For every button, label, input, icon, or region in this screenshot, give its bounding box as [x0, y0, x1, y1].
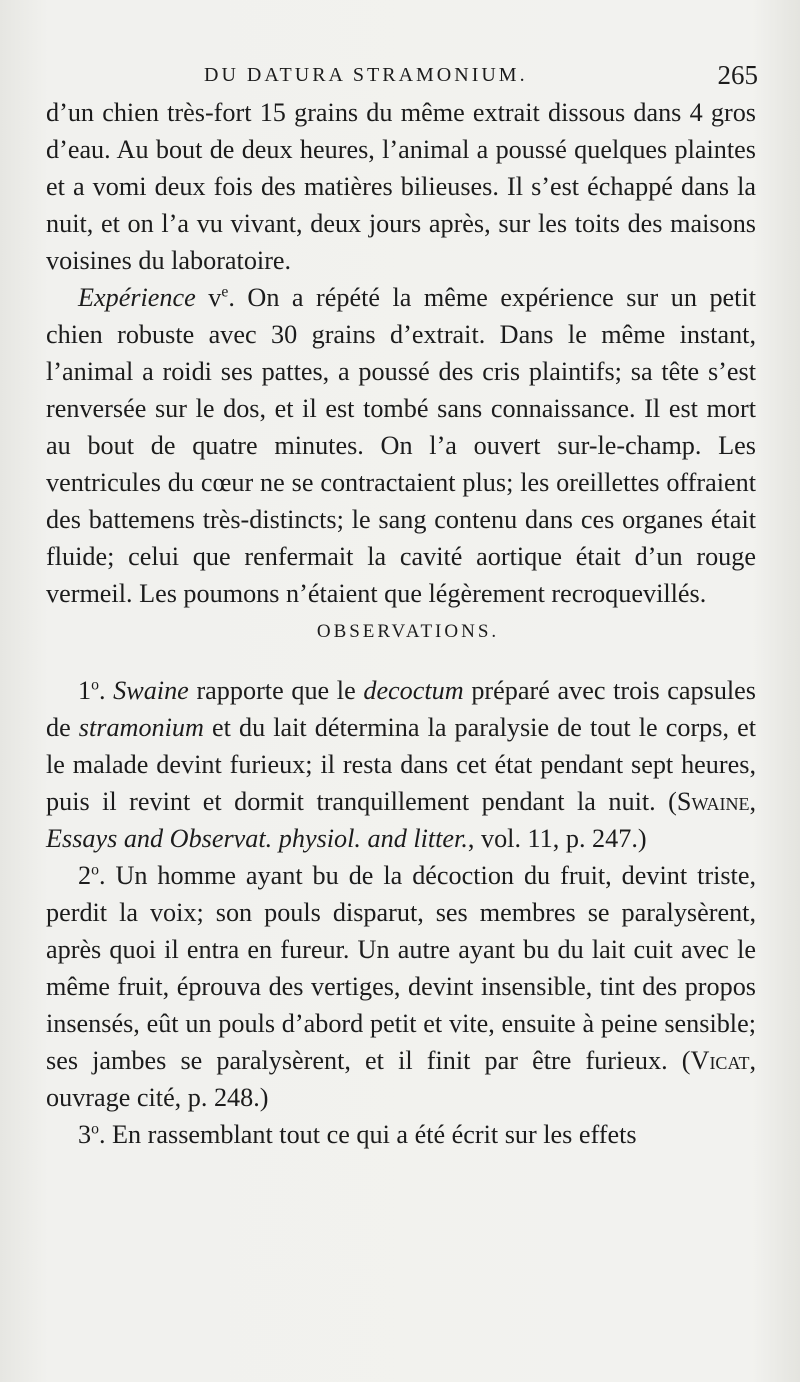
- obs1-text-1: rapporte que le: [188, 676, 364, 705]
- obs1-citation-author: Swaine: [676, 787, 750, 816]
- obs2-citation-author: Vicat: [690, 1046, 750, 1075]
- observation-2: [46, 857, 756, 1116]
- page-number: 265: [717, 60, 758, 90]
- obs1-sep: .: [98, 676, 114, 705]
- obs1-text-2: préparé avec trois capsules de: [46, 676, 756, 742]
- paragraph-experience-5: [46, 279, 756, 612]
- obs2-text-2: , ouvrage cité, p. 248.): [46, 1046, 756, 1112]
- observations-heading: OBSERVATIONS.: [316, 621, 500, 642]
- obs1-term-decoctum: decoctum: [363, 676, 464, 705]
- observation-1: [46, 672, 756, 857]
- obs3-number: 3: [78, 1120, 92, 1149]
- obs1-text-5: , vol. 11, p. 247.): [467, 824, 647, 853]
- obs1-text-4: ,: [749, 787, 756, 816]
- obs2-number: 2: [78, 861, 92, 890]
- obs3-text: . En rassemblant tout ce qui a été écrit sur les effets: [98, 1120, 637, 1149]
- experience-text: . On a répété la même expérience sur un petit chien robuste avec 30 grains d’extrait. Dans le même instant, l’animal a roidi ses pattes, a poussé des cris plaintifs; sa tête s’est renversée sur le dos, et il est tombé sans connaissance. Il est mort au bout de quatre minutes. On l’a ouvert sur-le-champ. Les ventricules du cœur ne se contractaient plus; les oreillettes offraient des battemens très-distincts; le sang contenu dans ces organes était fluide; celui que renfermait la cavité aortique était d’un rouge vermeil. Les poumons n’étaient que légèrement recroquevillés.: [46, 283, 756, 608]
- experience-numeral-sup: e: [221, 283, 229, 301]
- page-header: [0, 60, 800, 90]
- obs2-text: . Un homme ayant bu de la décoction du fruit, devint triste, perdit la voix; son pouls disparut, ses membres se paralysèrent, après quoi il entra en fureur. Un autre ayant bu du lait cuit avec le même fruit, éprouva des vertiges, devint insensible, tint des propos insensés, eût un pouls d’abord petit et vite, ensuite à peine sensible; ses jambes se paralysèrent, et il finit par être furieux. (: [46, 861, 756, 1075]
- observation-3: [46, 1116, 756, 1153]
- page-body: [46, 94, 756, 1153]
- obs1-number-sup: o: [91, 676, 99, 694]
- obs1-number: 1: [78, 676, 92, 705]
- experience-label: Expérience: [78, 283, 196, 312]
- obs1-author: Swaine: [113, 676, 189, 705]
- obs1-term-stramonium: stramonium: [78, 713, 204, 742]
- experience-numeral: v: [208, 283, 222, 312]
- obs3-number-sup: o: [91, 1120, 99, 1138]
- paragraph-continuation: d’un chien très-fort 15 grains du même extrait dissous dans 4 gros d’eau. Au bout de deux heures, l’animal a poussé quelques plaintes et a vomi deux fois des matières bilieuses. Il s’est échappé dans la nuit, et on l’a vu vivant, deux jours après, sur les toits des maisons voisines du laboratoire.: [46, 98, 756, 275]
- obs1-text-3: et du lait détermina la paralysie de tout le corps, et le malade devint furieux; il resta dans cet état pendant sept heures, puis il revint et dormit tranquillement pendant la nuit. (: [46, 713, 756, 816]
- obs2-number-sup: o: [91, 861, 99, 879]
- obs1-citation-work: Essays and Observat. physiol. and litter.: [46, 824, 468, 853]
- running-title: DU DATURA STRAMONIUM.: [204, 64, 528, 86]
